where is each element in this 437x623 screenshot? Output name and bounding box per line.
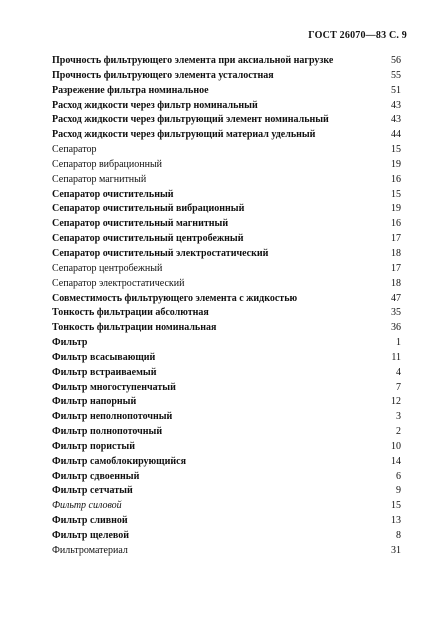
index-page-number: 1 [396, 337, 401, 349]
index-page-number: 19 [391, 203, 401, 215]
index-page-number: 15 [391, 144, 401, 156]
index-page-number: 14 [391, 455, 401, 467]
index-entry [52, 470, 401, 485]
index-page-number: 6 [396, 470, 401, 482]
index-entry [52, 292, 401, 307]
index-page-number: 8 [396, 530, 401, 541]
index-entry [52, 113, 401, 128]
running-header: ГОСТ 26070—83 С. 9 [308, 30, 407, 41]
index-entry [52, 262, 401, 277]
index-entry [52, 84, 401, 99]
index-page-number: 35 [391, 307, 401, 319]
index-term: Сепаратор очистительный центробежный [52, 233, 244, 245]
index-entry [52, 395, 401, 410]
index-page-number: 3 [396, 411, 401, 423]
index-page-number: 55 [391, 69, 401, 81]
index-entry [52, 410, 401, 425]
index-term: Прочность фильтрующего элемента усталостная [52, 69, 274, 81]
index-page-number: 15 [391, 188, 401, 200]
index-page-number: 9 [396, 485, 401, 497]
index-entry [52, 143, 401, 158]
index-term: Сепаратор центробежный [52, 262, 163, 274]
index-term: Сепаратор вибрационный [52, 158, 163, 170]
index-entry [52, 277, 401, 292]
index-page-number: 19 [391, 158, 401, 170]
index-term: Фильтр сетчатый [52, 485, 133, 497]
index-entry [52, 173, 401, 188]
index-page-number: 10 [391, 440, 401, 452]
index-term: Фильтр напорный [52, 396, 137, 408]
index-term: Разрежение фильтра номинальное [52, 84, 209, 96]
index-term: Фильтр пористый [52, 440, 135, 452]
index-entry [52, 514, 401, 529]
index-entry [52, 306, 401, 321]
index-term: Фильтр самоблокирующийся [52, 455, 186, 467]
index-page-number: 51 [391, 84, 401, 96]
index-term: Совместимость фильтрующего элемента с жидкостью [52, 292, 298, 304]
index-term: Сепаратор очистительный вибрационный [52, 203, 245, 215]
index-term: Расход жидкости через фильтр номинальный [52, 99, 258, 111]
term-index-list [52, 54, 401, 559]
index-entry [52, 336, 401, 351]
index-term: Тонкость фильтрации абсолютная [52, 307, 209, 319]
index-entry [52, 158, 401, 173]
index-page-number: 7 [396, 381, 401, 393]
index-term: Расход жидкости через фильтрующий материал удельный [52, 129, 316, 141]
index-page-number: 15 [391, 500, 401, 512]
index-entry [52, 99, 401, 114]
index-term: Сепаратор [52, 144, 97, 156]
index-entry [52, 202, 401, 217]
index-entry [52, 321, 401, 336]
index-entry [52, 247, 401, 262]
index-entry [52, 425, 401, 440]
index-term: Сепаратор электростатический [52, 277, 185, 289]
index-page-number: 18 [391, 247, 401, 259]
index-entry [52, 232, 401, 247]
index-term: Расход жидкости через фильтрующий элемент номинальный [52, 114, 329, 126]
index-entry [52, 544, 401, 559]
index-page-number: 11 [391, 351, 401, 363]
index-term: Фильтр щелевой [52, 530, 129, 541]
index-entry [52, 529, 401, 544]
index-term: Фильтр неполнопоточный [52, 411, 173, 423]
index-page-number: 43 [391, 99, 401, 111]
index-term: Тонкость фильтрации номинальная [52, 322, 217, 334]
index-term: Фильтр сливной [52, 515, 128, 527]
index-term: Фильтр всасывающий [52, 351, 156, 363]
index-page-number: 43 [391, 114, 401, 126]
index-page-number: 12 [391, 396, 401, 408]
index-entry [52, 455, 401, 470]
index-entry [52, 69, 401, 84]
index-entry [52, 484, 401, 499]
index-entry [52, 351, 401, 366]
index-term: Сепаратор очистительный электростатический [52, 247, 269, 259]
index-page-number: 17 [391, 233, 401, 245]
index-entry [52, 128, 401, 143]
index-entry [52, 217, 401, 232]
index-term: Фильтр многоступенчатый [52, 381, 176, 393]
index-page-number: 31 [391, 544, 401, 556]
index-term: Фильтр силовой [52, 500, 122, 512]
index-page-number: 16 [391, 173, 401, 185]
index-term: Фильтроматериал [52, 544, 128, 556]
index-entry [52, 188, 401, 203]
index-page-number: 47 [391, 292, 401, 304]
index-term: Фильтр полнопоточный [52, 426, 163, 438]
index-term: Сепаратор очистительный [52, 188, 174, 200]
index-page-number: 36 [391, 322, 401, 334]
index-page-number: 2 [396, 426, 401, 438]
index-term: Сепаратор очистительный магнитный [52, 218, 229, 230]
index-page-number: 16 [391, 218, 401, 230]
index-entry [52, 499, 401, 514]
index-term: Прочность фильтрующего элемента при аксиальной нагрузке [52, 55, 334, 66]
index-page-number: 44 [391, 129, 401, 141]
index-entry [52, 381, 401, 396]
index-term: Сепаратор магнитный [52, 173, 147, 185]
index-page-number: 18 [391, 277, 401, 289]
index-entry [52, 440, 401, 455]
index-term: Фильтр сдвоенный [52, 470, 140, 482]
index-page-number: 13 [391, 515, 401, 527]
index-term: Фильтр [52, 337, 88, 349]
index-page-number: 4 [396, 366, 401, 378]
index-page-number: 17 [391, 262, 401, 274]
index-page-number: 56 [391, 55, 401, 66]
index-entry [52, 54, 401, 69]
index-term: Фильтр встраиваемый [52, 366, 157, 378]
index-entry [52, 366, 401, 381]
